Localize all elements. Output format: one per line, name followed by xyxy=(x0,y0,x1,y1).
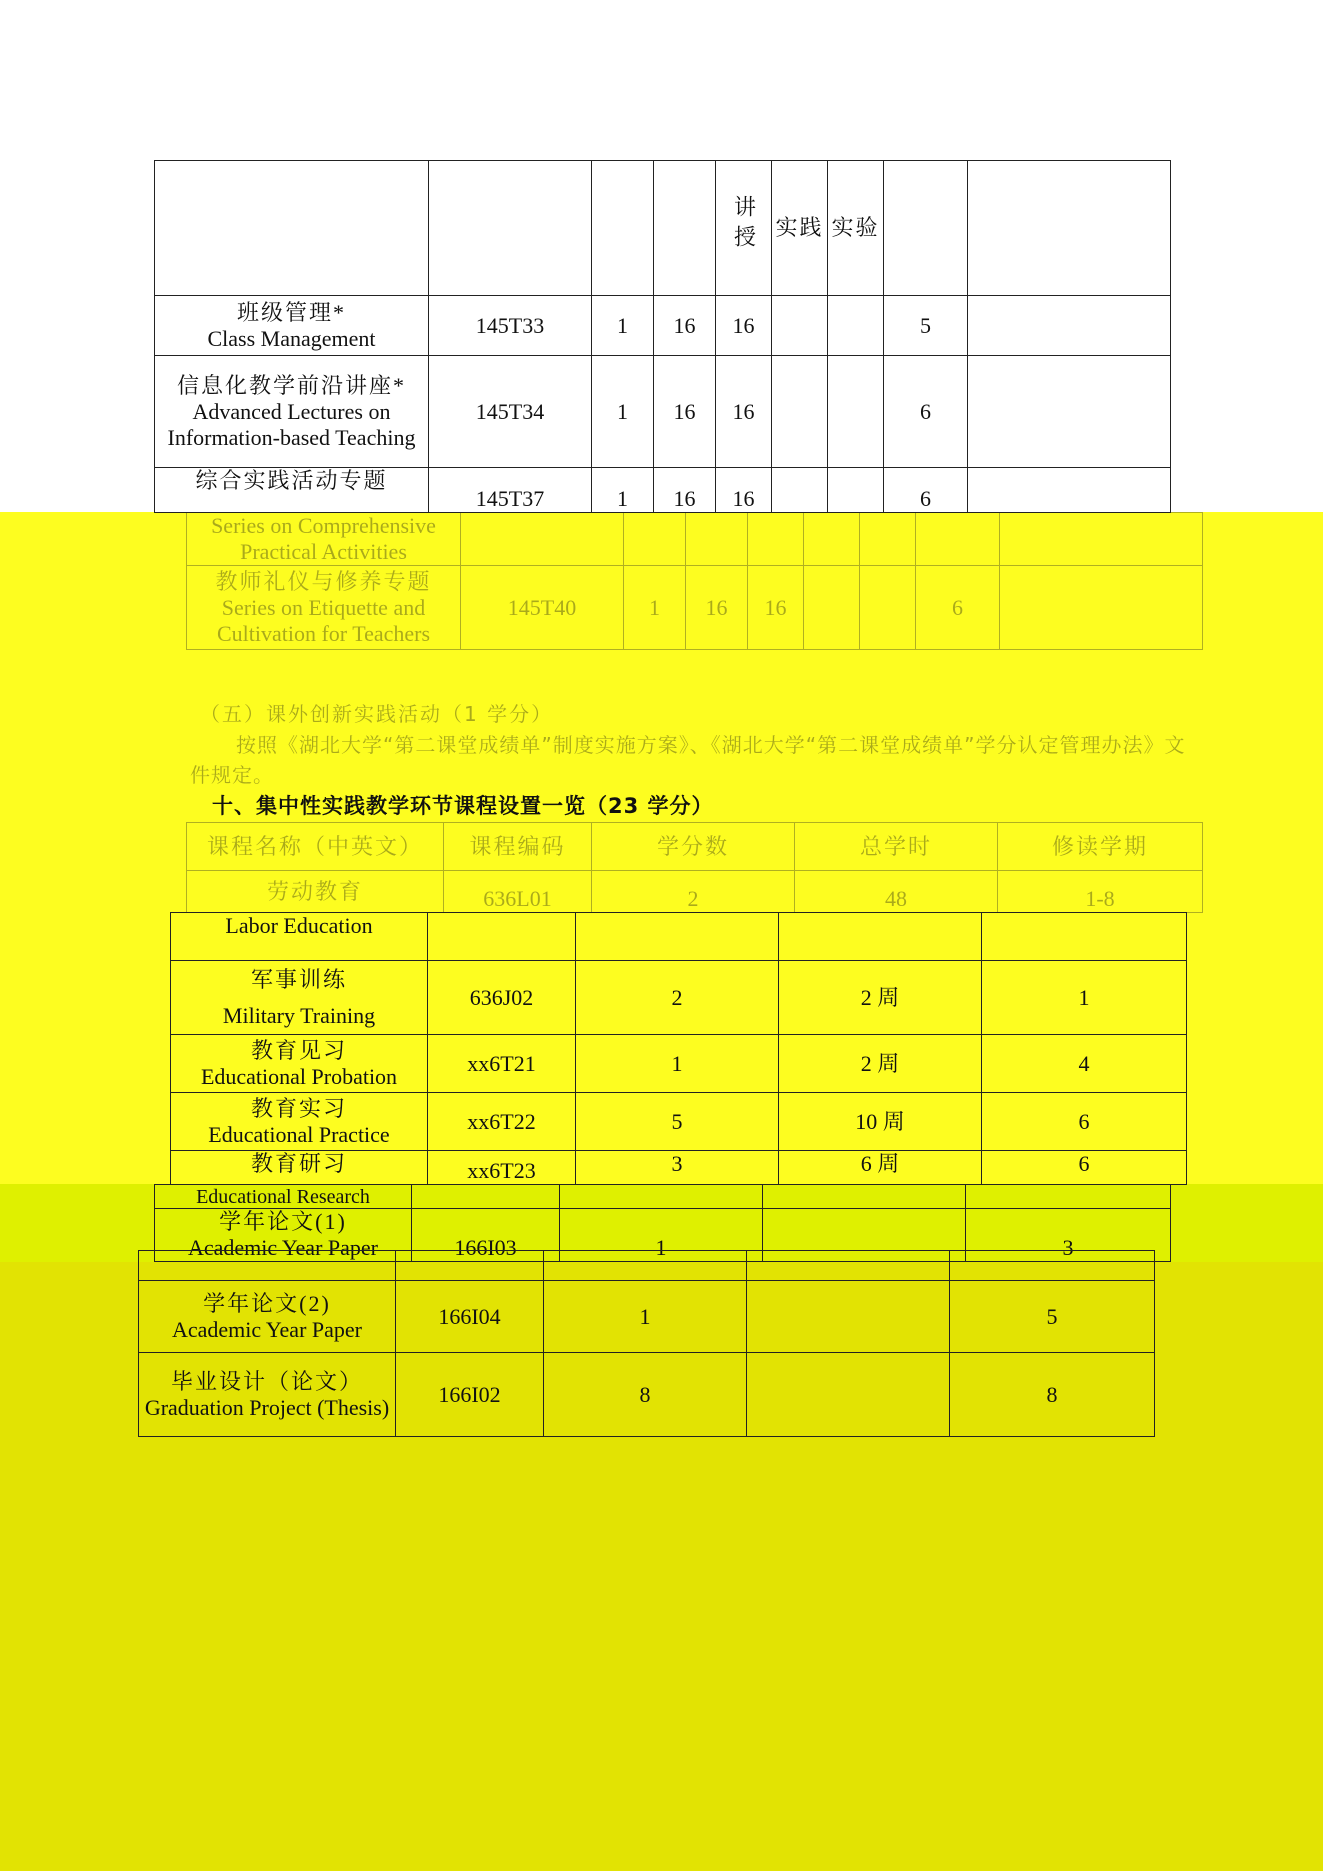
header-lecture: 讲授 xyxy=(731,195,757,255)
table-row: 综合实践活动专题 145T37 1 16 16 6 xyxy=(155,468,1171,513)
header-experiment: 实验 xyxy=(831,215,880,240)
table-header-row: 课程名称（中英文） 课程编码 学分数 总学时 修读学期 xyxy=(187,823,1203,871)
table-row xyxy=(139,1251,1155,1281)
table-row: 毕业设计（论文） Graduation Project (Thesis) 166I02 8 8 xyxy=(139,1353,1155,1437)
section5-heading: （五）课外创新实践活动（1 学分） xyxy=(200,702,554,726)
table-row: 劳动教育 636L01 2 48 1-8 xyxy=(187,871,1203,913)
table-row: 信息化教学前沿讲座* Advanced Lectures on Information-based Teaching 145T34 1 16 16 6 xyxy=(155,356,1171,468)
table-row: 教师礼仪与修养专题 Series on Etiquette and Cultivation for Teachers 145T40 1 16 16 6 xyxy=(187,566,1203,650)
table-row: Series on Comprehensive Practical Activities xyxy=(187,513,1203,566)
table-row: 教育研习 xx6T23 3 6 周 6 xyxy=(171,1151,1187,1185)
practice-table-header xyxy=(186,822,1203,913)
section10-heading: 十、集中性实践教学环节课程设置一览（23 学分） xyxy=(212,794,714,818)
table-row: Educational Research xyxy=(155,1185,1171,1209)
table-row: 学年论文(2) Academic Year Paper 166I04 1 5 xyxy=(139,1281,1155,1353)
section5-body: 按照《湖北大学“第二课堂成绩单”制度实施方案》、《湖北大学“第二课堂成绩单”学分认定管理办法》文件规定。 xyxy=(190,733,1186,787)
table-row: Labor Education xyxy=(171,913,1187,961)
header-practice: 实践 xyxy=(775,215,824,240)
table-row: 军事训练 Military Training 636J02 2 2 周 1 xyxy=(171,961,1187,1035)
table-row: 教育实习 Educational Practice xx6T22 5 10 周 6 xyxy=(171,1093,1187,1151)
practice-table-end xyxy=(138,1250,1155,1437)
practice-table xyxy=(170,912,1187,1185)
table-row: 教育见习 Educational Probation xx6T21 1 2 周 4 xyxy=(171,1035,1187,1093)
table-row: 学年论文(1) Academic Year Paper 166I03 1 3 xyxy=(155,1209,1171,1262)
table-row: 班级管理* Class Management 145T33 1 16 16 5 xyxy=(155,296,1171,356)
course-table-faded xyxy=(186,512,1203,650)
table-header-row xyxy=(155,161,1171,296)
course-table-continued xyxy=(154,160,1171,513)
